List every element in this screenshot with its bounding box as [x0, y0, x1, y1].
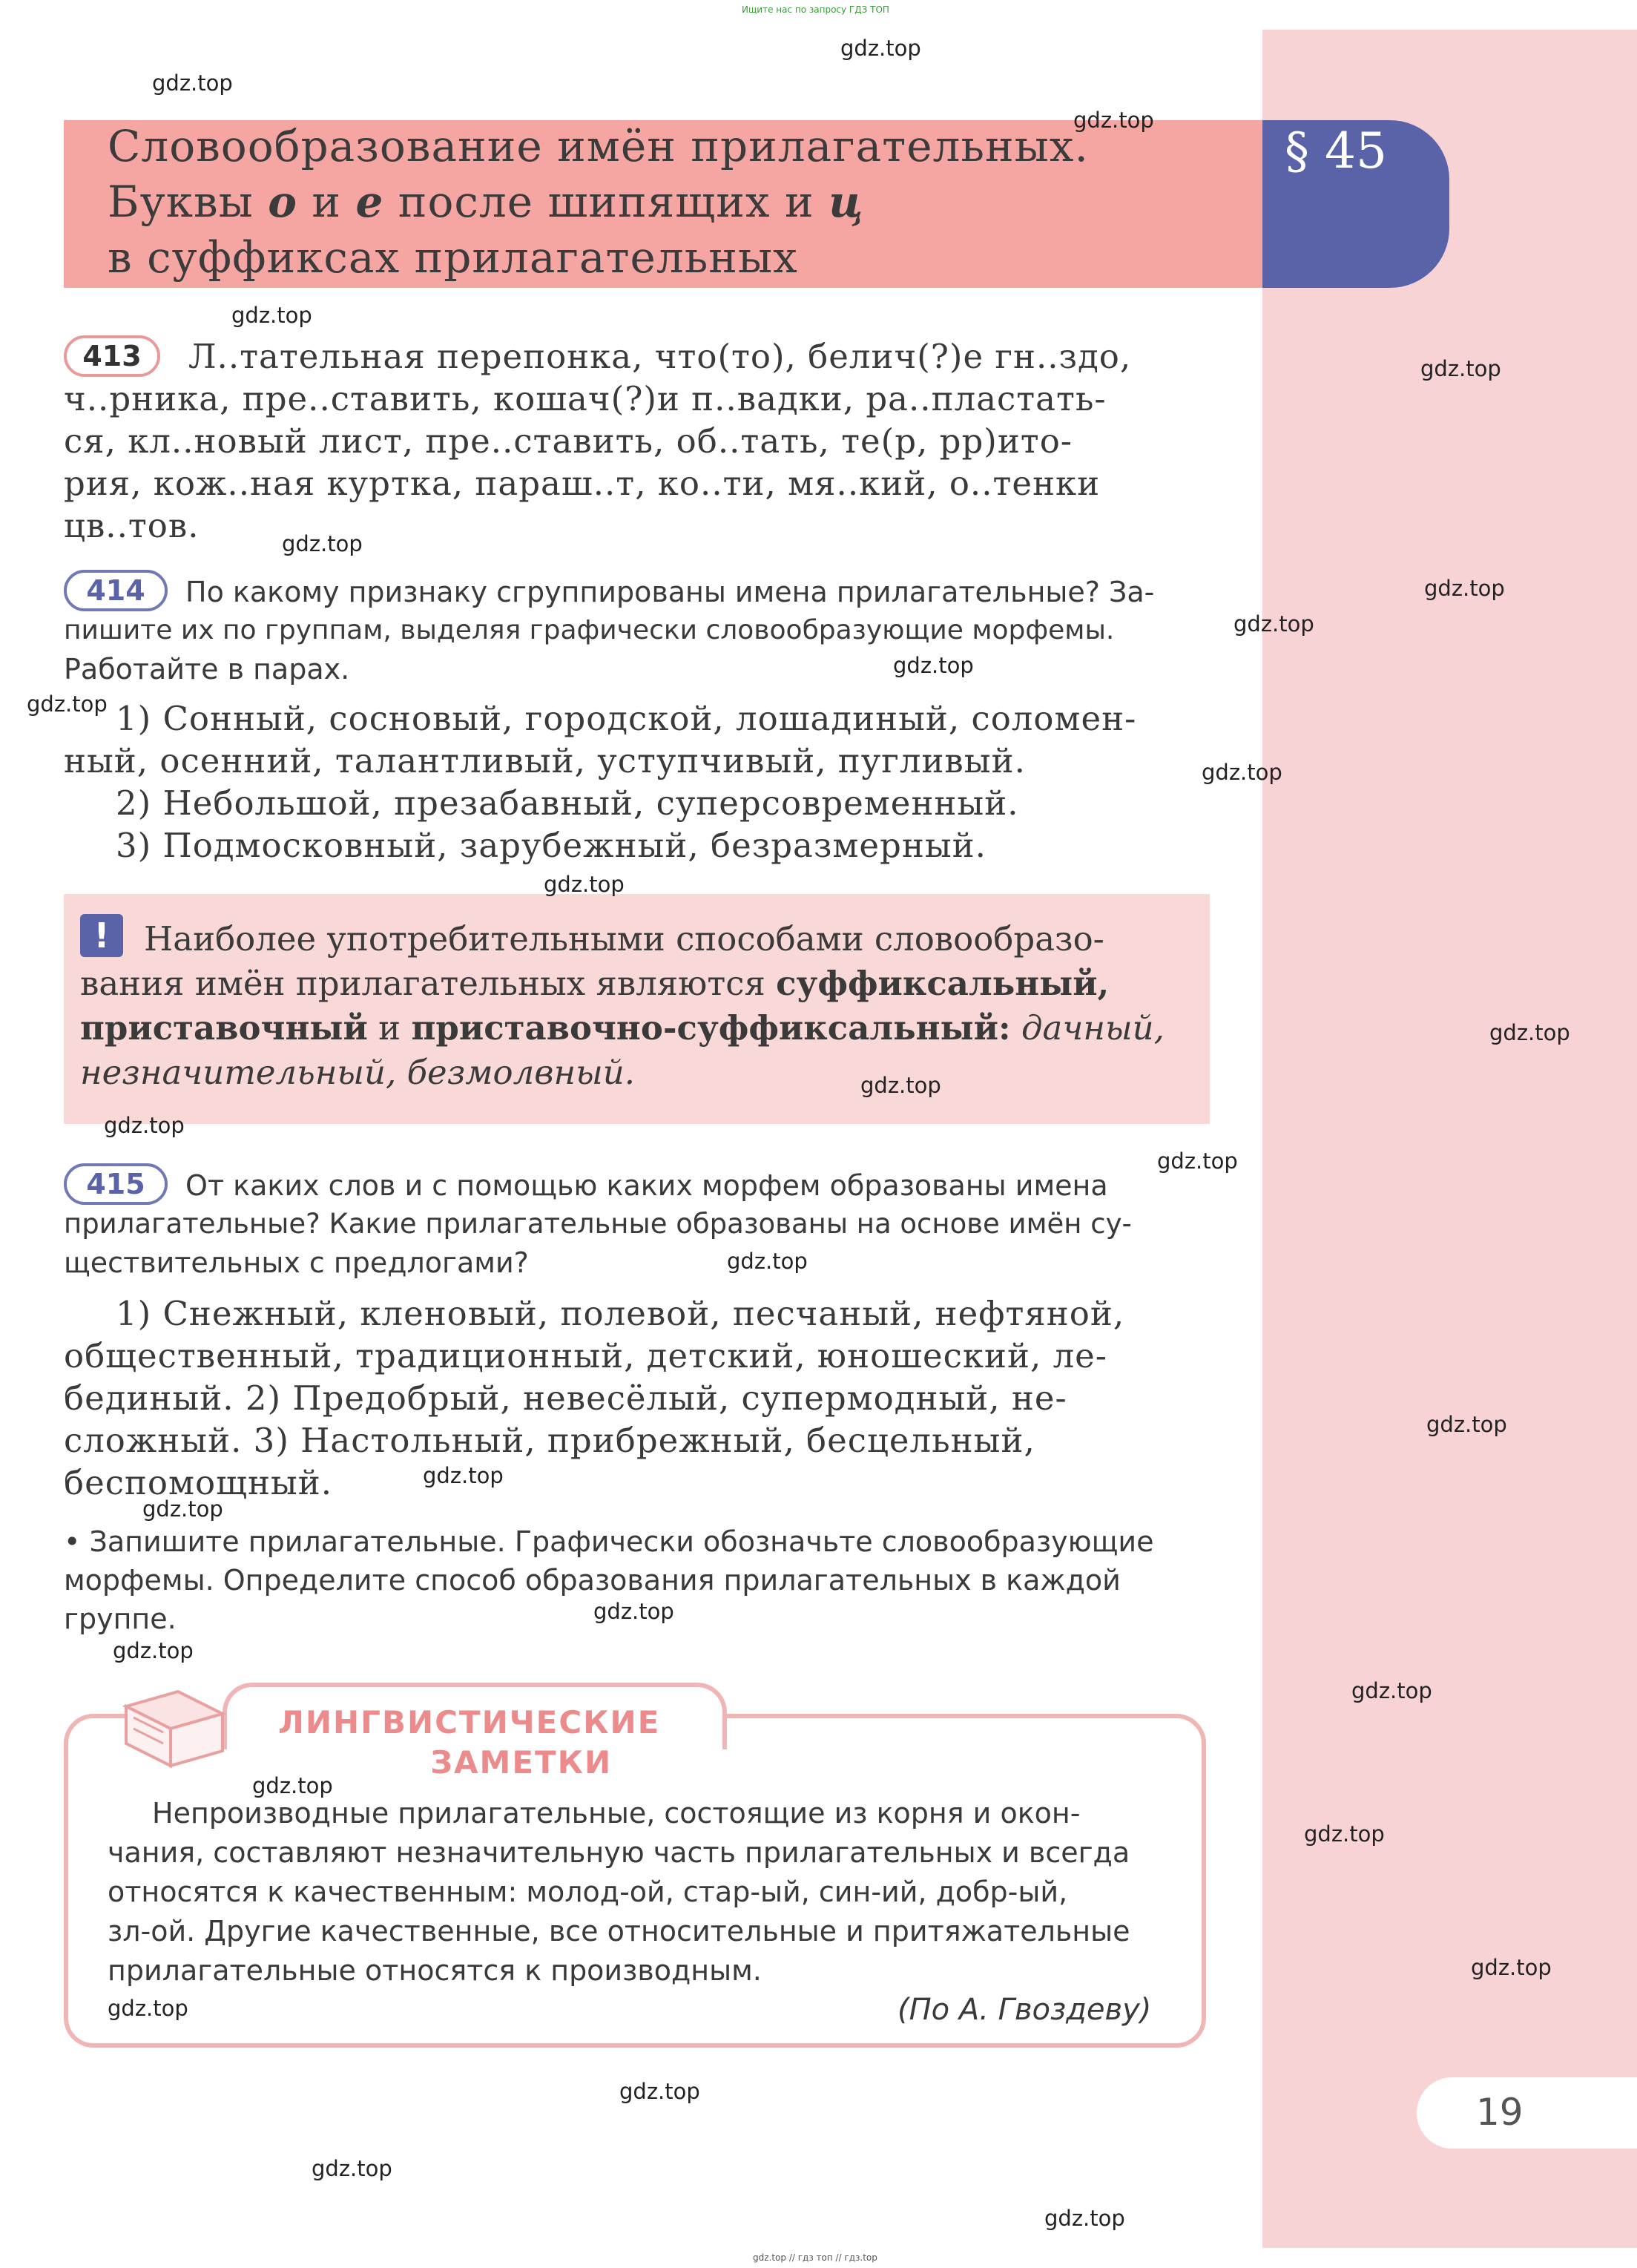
exercise-415-words: 1) Снежный, кленовый, полевой, песчаный, нефтяной, общественный, традиционный, детский, юношеский, ле- бединый. 2) Предобрый, невесёлый, супермодный, не- сложный. 3) Настольный, прибрежный, бесцельный, беспомощный. — [64, 1294, 1125, 1502]
exercise-414-words: 1) Сонный, сосновый, городской, лошадиный, соломен- ный, осенний, талантливый, уступчивый, пугливый. 2) Небольшой, презабавный, суперсовременный. 3) Подмосковный, зарубежный, безразмерный. — [64, 699, 1137, 865]
watermark: gdz.top — [1426, 1412, 1507, 1437]
watermark: gdz.top — [252, 1773, 333, 1798]
watermark: gdz.top — [1304, 1821, 1385, 1847]
watermark: gdz.top — [108, 1996, 188, 2021]
title-line-2: Буквы о и е после шипящих и ц — [108, 177, 864, 227]
exercise-413-text: Л..тательная перепонка, что(то), белич(?)е гн..здо, ч..рника, пре..ставить, кошач(?)и п..вадки, ра..пластать- ся, кл..новый лист, пре..ставить, об..тать, те(р, рр)ито- рия, кож..ная куртка, параш..т, ко..ти, мя..кий, о..тенки цв..тов. — [64, 337, 1132, 545]
watermark: gdz.top — [1424, 576, 1505, 601]
watermark: gdz.top — [142, 1496, 223, 1522]
watermark: gdz.top — [113, 1638, 194, 1663]
watermark: gdz.top — [1471, 1955, 1552, 1980]
title-line-3: в суффиксах прилагательных — [108, 232, 798, 283]
watermark: gdz.top — [1420, 356, 1501, 381]
watermark: gdz.top — [840, 36, 921, 61]
watermark: gdz.top — [1044, 2206, 1125, 2231]
linguistic-notes-title: ЛИНГВИСТИЧЕСКИЕ ЗАМЕТКИ — [278, 1704, 661, 1781]
section-number: § 45 — [1285, 122, 1387, 180]
exercise-414-task: По какому признаку сгруппированы имена прилагательные? За- пишите их по группам, выделяя графически словообразующие морфемы. Работайте в парах. — [64, 576, 1155, 686]
watermark: gdz.top — [152, 70, 233, 96]
exercise-415-task: От каких слов и с помощью каких морфем образованы имена прилагательные? Какие прилагательные образованы на основе имён су- ществительных с предлогами? — [64, 1169, 1132, 1279]
watermark: gdz.top — [727, 1249, 808, 1274]
exclamation-icon: ! — [80, 914, 123, 957]
watermark: gdz.top — [104, 1113, 185, 1138]
page-number-tab — [1417, 2077, 1637, 2149]
watermark: gdz.top — [231, 303, 312, 328]
exercise-415-bullet-task: • Запишите прилагательные. Графически обозначьте словообразующие морфемы. Определите способ образования прилагательных в каждой группе. — [64, 1525, 1154, 1635]
rule-text: Наиболее употребительными способами словообразо- вания имён прилагательных являются суффиксальный, приставочный и приставочно-суффиксальный: дачный, незначительный, безмолвный. — [80, 919, 1165, 1092]
watermark: gdz.top — [282, 531, 363, 556]
watermark: gdz.top — [312, 2156, 392, 2181]
watermark: gdz.top — [1157, 1148, 1238, 1174]
linguistic-notes-text: Непроизводные прилагательные, состоящие из корня и окон- чания, составляют незначительную часть прилагательных и всегда относятся к качественным: молод-ой, стар-ый, син-ий, добр-ый, зл-ой. Другие качественные, все относительные и притяжательные прилагательные относятся к производным. — [108, 1797, 1130, 1987]
top-note: Ищите нас по запросу ГДЗ ТОП — [742, 4, 889, 15]
watermark: gdz.top — [544, 872, 625, 897]
book-icon — [111, 1684, 237, 1773]
watermark: gdz.top — [593, 1599, 674, 1624]
watermark: gdz.top — [1351, 1678, 1432, 1703]
exercise-414-badge: 414 — [64, 570, 168, 611]
exercise-413-badge: 413 — [64, 335, 160, 377]
watermark: gdz.top — [893, 653, 974, 678]
watermark: gdz.top — [1202, 760, 1282, 785]
bottom-note: gdz.top // гдз топ // гдз.top — [753, 2252, 877, 2263]
watermark: gdz.top — [1489, 1020, 1570, 1045]
exercise-415-badge: 415 — [64, 1163, 168, 1205]
watermark: gdz.top — [1073, 108, 1154, 133]
title-line-1: Словообразование имён прилагательных. — [108, 121, 1089, 171]
watermark: gdz.top — [1233, 611, 1314, 637]
watermark: gdz.top — [860, 1073, 941, 1098]
page-number: 19 — [1476, 2091, 1524, 2134]
page-title — [108, 119, 1265, 286]
linguistic-notes-author: (По А. Гвоздеву) — [897, 1993, 1152, 2027]
watermark: gdz.top — [27, 691, 108, 717]
watermark: gdz.top — [423, 1463, 504, 1488]
watermark: gdz.top — [619, 2079, 700, 2104]
